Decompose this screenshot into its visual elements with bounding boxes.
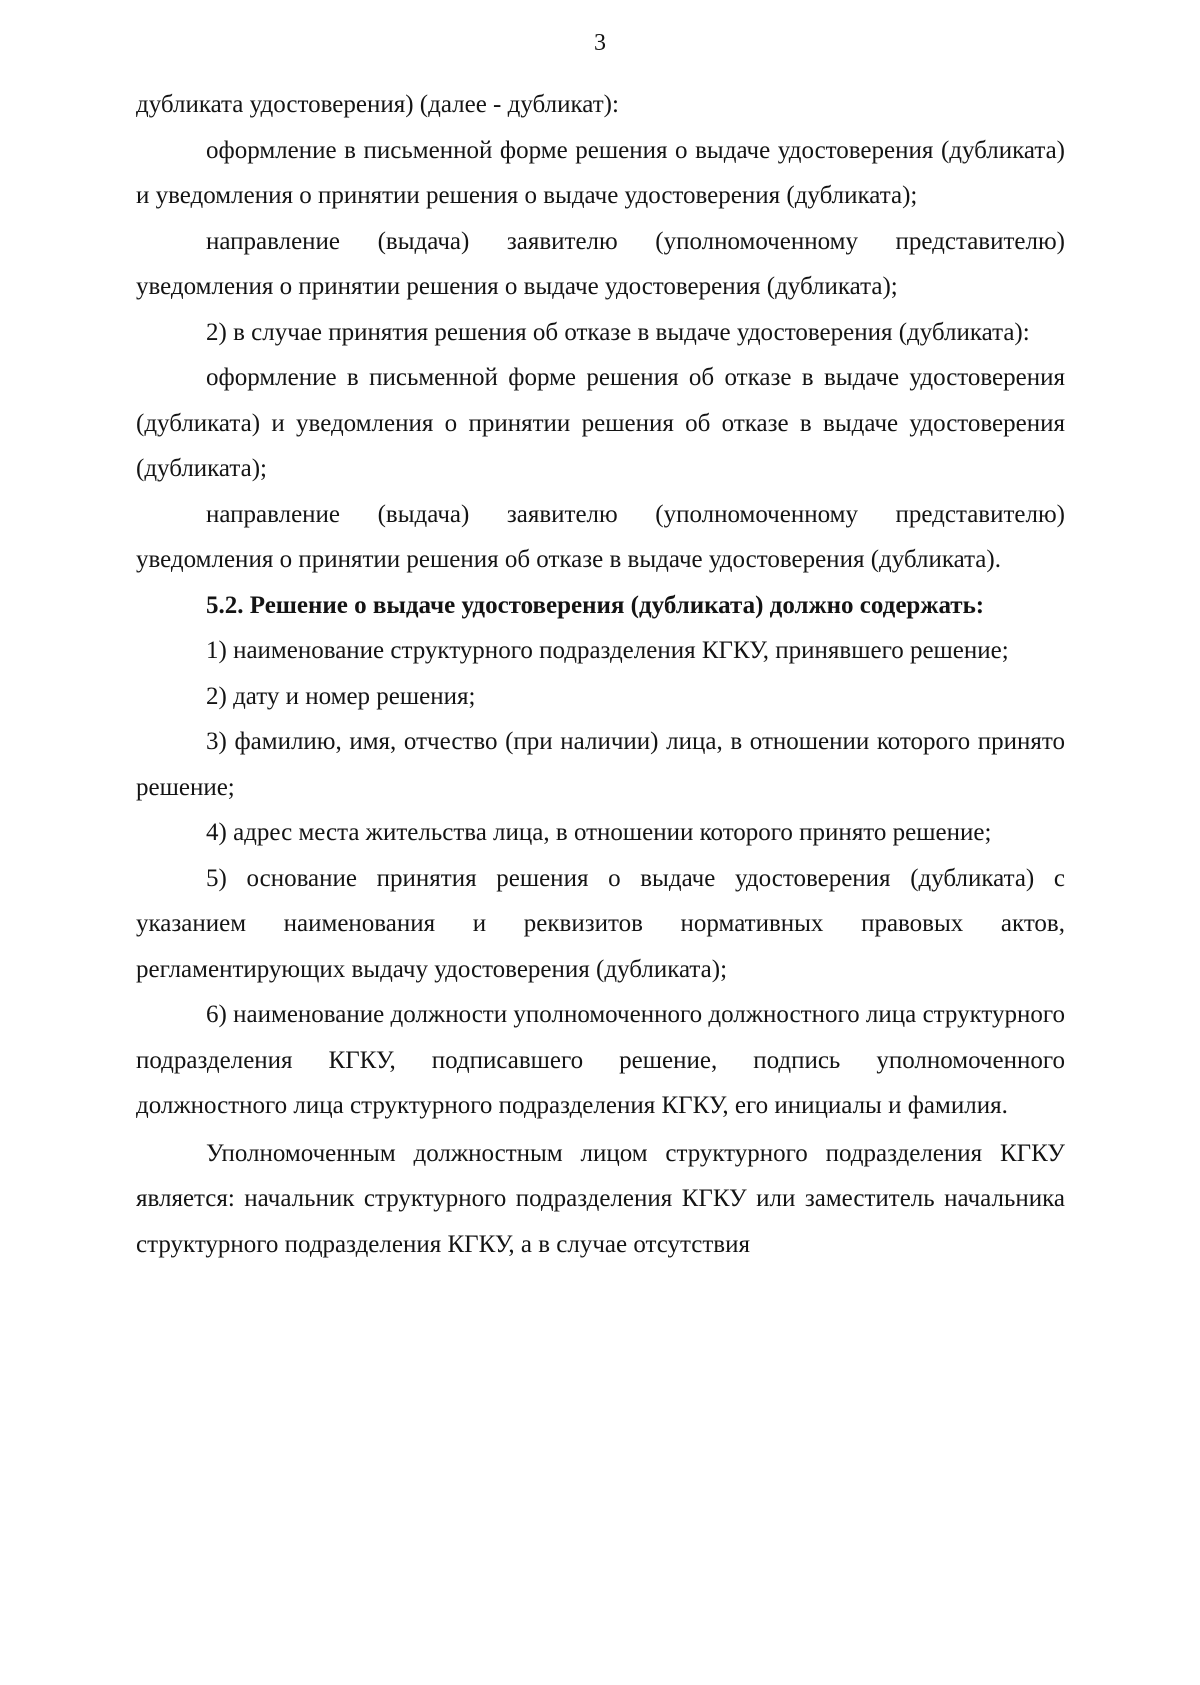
list-item: 4) адрес места жительства лица, в отношении которого принято решение; bbox=[206, 819, 992, 846]
paragraph-issue-notice: направление (выдача) заявителю (уполномоченному представителю) уведомления о принятии решения о выдаче удостоверения (дубликата); bbox=[136, 227, 1065, 300]
list-item: 3) фамилию, имя, отчество (при наличии) лица, в отношении которого принято решение; bbox=[136, 728, 1065, 801]
paragraph-intro: дубликата удостоверения) (далее - дубликат): bbox=[136, 91, 619, 118]
section-heading: 5.2. Решение о выдаче удостоверения (дубликата) должно содержать: bbox=[206, 591, 985, 619]
closing-paragraph: Уполномоченным должностным лицом структурного подразделения КГКУ является: начальник структурного подразделения КГКУ или заместитель начальника структурного подразделения КГКУ, а в случае отсутствия bbox=[136, 1139, 1065, 1258]
page-number: 3 bbox=[594, 30, 606, 56]
list-item: 2) дату и номер решения; bbox=[206, 682, 476, 710]
list-item: 6) наименование должности уполномоченного должностного лица структурного подразделения КГКУ, подписавшего решение, подпись уполномоченного должностного лица структурного подразделения КГКУ, его инициалы и фамилия. bbox=[136, 1001, 1065, 1119]
paragraph-refusal-notice: направление (выдача) заявителю (уполномоченному представителю) уведомления о принятии решения об отказе в выдаче удостоверения (дубликата). bbox=[136, 500, 1065, 573]
paragraph-issue-decision: оформление в письменной форме решения о выдаче удостоверения (дубликата) и уведомления о принятии решения о выдаче удостоверения (дубликата); bbox=[136, 136, 1065, 209]
list-item: 5) основание принятия решения о выдаче удостоверения (дубликата) с указанием наименования и реквизитов нормативных правовых актов, регламентирующих выдачу удостоверения (дубликата); bbox=[136, 864, 1065, 983]
list-item: 1) наименование структурного подразделения КГКУ, принявшего решение; bbox=[206, 637, 1009, 664]
document-body bbox=[136, 82, 1065, 1267]
paragraph-refusal-case: 2) в случае принятия решения об отказе в выдаче удостоверения (дубликата): bbox=[206, 318, 1030, 346]
paragraph-refusal-decision: оформление в письменной форме решения об отказе в выдаче удостоверения (дубликата) и уведомления о принятии решения об отказе в выдаче удостоверения (дубликата); bbox=[136, 364, 1065, 482]
